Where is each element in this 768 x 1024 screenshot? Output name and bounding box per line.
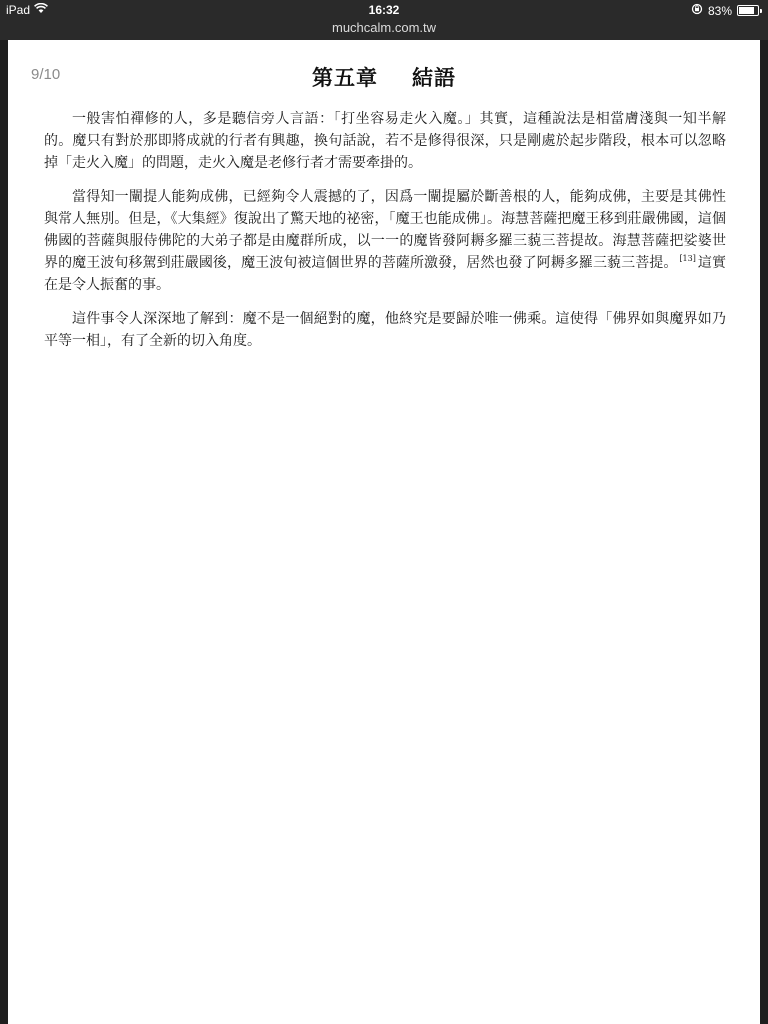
paragraph <box>44 186 726 296</box>
paragraph-text: 這件事令人深深地了解到：魔不是一個絕對的魔，他終究是要歸於唯一佛乘。這使得「佛界如與魔界如乃平等一相」，有了全新的切入角度。 <box>44 311 726 349</box>
clock: 16:32 <box>368 3 400 17</box>
orientation-lock-icon <box>691 3 703 18</box>
status-bar <box>0 0 768 20</box>
device-name: iPad <box>6 3 31 17</box>
chapter-title <box>8 62 760 92</box>
paragraph-text-tail: 這實在是令人振奮的事。 <box>44 255 727 293</box>
status-right <box>691 3 762 18</box>
paragraph-text: 一般害怕禪修的人，多是聽信旁人言語：「打坐容易走火入魔。」其實，這種說法是相當膚淺與一知半解的。魔只有對於那即將成就的行者有興趣，換句話說，若不是修得很深，只是剛處於起步階段，根本可以忽略掉「走火入魔」的問題，走火入魔是老修行者才需要牽掛的。 <box>44 111 726 171</box>
battery-tip <box>760 9 762 13</box>
paragraph <box>44 308 726 352</box>
document-page <box>8 40 760 1024</box>
battery-percent: 83% <box>707 3 732 18</box>
paragraph <box>44 108 726 174</box>
page-number: 9/10 <box>31 66 61 83</box>
address-bar[interactable]: muchcalm.com.tw <box>0 20 768 40</box>
footnote-link[interactable]: [13] <box>679 254 696 264</box>
chapter-name: 結語 <box>412 65 456 90</box>
chapter-label: 第五章 <box>312 65 378 90</box>
paragraph-text: 當得知一闡提人能夠成佛，已經夠令人震撼的了，因爲一闡提屬於斷善根的人，能夠成佛，主要是其佛性與常人無別。但是，《大集經》復說出了驚天地的祕密，「魔王也能成佛」。海慧菩薩把魔王移到莊嚴佛國，這個佛國的菩薩與服侍佛陀的大弟子都是由魔群所成，以一一的魔皆發阿耨多羅三藐三菩提故。海慧菩薩把娑婆世界的魔王波旬移駕到莊嚴國後，魔王波旬被這個世界的菩薩所激發，居然也發了阿耨多羅三藐三菩提。 <box>44 189 726 271</box>
battery-icon <box>737 5 759 16</box>
chapter-content <box>44 108 726 364</box>
